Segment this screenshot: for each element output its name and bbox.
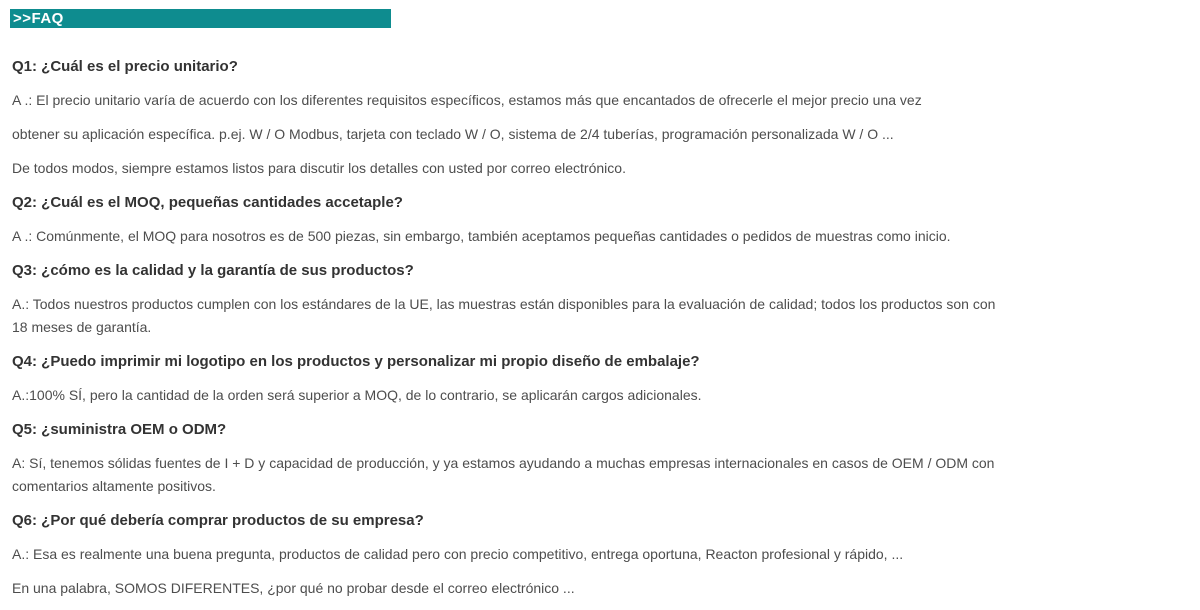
faq-question: Q1: ¿Cuál es el precio unitario?	[12, 58, 238, 75]
faq-question: Q5: ¿suministra OEM o ODM?	[12, 421, 227, 438]
faq-item	[12, 418, 1112, 498]
faq-question: Q4: ¿Puedo imprimir mi logotipo en los productos y personalizar mi propio diseño de embalaje?	[12, 353, 700, 370]
faq-answer	[12, 293, 1112, 339]
faq-section-header-bar	[10, 9, 391, 28]
faq-item	[12, 55, 1112, 180]
faq-item	[12, 259, 1112, 339]
faq-answer-line: A.: Todos nuestros productos cumplen con los estándares de la UE, las muestras están disponibles para la evaluación de calidad; todos los productos son con	[12, 296, 996, 312]
faq-answer-line: A .: Comúnmente, el MOQ para nosotros es de 500 piezas, sin embargo, también aceptamos pequeñas cantidades o pedidos de muestras como inicio.	[12, 228, 951, 244]
faq-question: Q3: ¿cómo es la calidad y la garantía de sus productos?	[12, 262, 414, 279]
faq-answer	[12, 225, 1112, 248]
faq-answer-line: A: Sí, tenemos sólidas fuentes de I + D y capacidad de producción, y ya estamos ayudando a muchas empresas internacionales en casos de OEM / ODM con	[12, 455, 995, 471]
faq-answer	[12, 157, 1112, 180]
faq-answer	[12, 123, 1112, 146]
faq-answer	[12, 384, 1112, 407]
faq-answer	[12, 89, 1112, 112]
faq-content	[12, 55, 1112, 600]
faq-answer-line: A.:100% SÍ, pero la cantidad de la orden será superior a MOQ, de lo contrario, se aplicarán cargos adicionales.	[12, 387, 702, 403]
faq-answer-line: De todos modos, siempre estamos listos para discutir los detalles con usted por correo electrónico.	[12, 160, 626, 176]
faq-answer-line: En una palabra, SOMOS DIFERENTES, ¿por qué no probar desde el correo electrónico ...	[12, 580, 575, 596]
faq-answer-line: A.: Esa es realmente una buena pregunta, productos de calidad pero con precio competitivo, entrega oportuna, Reacton profesional y rápido, ...	[12, 546, 904, 562]
faq-answer-line: A .: El precio unitario varía de acuerdo con los diferentes requisitos específicos, estamos más que encantados de ofrecerle el mejor precio una vez	[12, 92, 922, 108]
faq-item	[12, 350, 1112, 407]
faq-answer-line: obtener su aplicación específica. p.ej. W / O Modbus, tarjeta con teclado W / O, sistema de 2/4 tuberías, programación personalizada W / O ...	[12, 126, 894, 142]
faq-item	[12, 509, 1112, 600]
faq-section-title: >>FAQ	[13, 10, 64, 27]
faq-answer	[12, 577, 1112, 600]
faq-answer	[12, 543, 1112, 566]
faq-question: Q2: ¿Cuál es el MOQ, pequeñas cantidades accetaple?	[12, 194, 403, 211]
faq-answer-line: 18 meses de garantía.	[12, 319, 152, 335]
faq-answer	[12, 452, 1112, 498]
faq-answer-line: comentarios altamente positivos.	[12, 478, 216, 494]
faq-item	[12, 191, 1112, 248]
faq-question: Q6: ¿Por qué debería comprar productos de su empresa?	[12, 512, 424, 529]
faq-list	[12, 55, 1112, 600]
